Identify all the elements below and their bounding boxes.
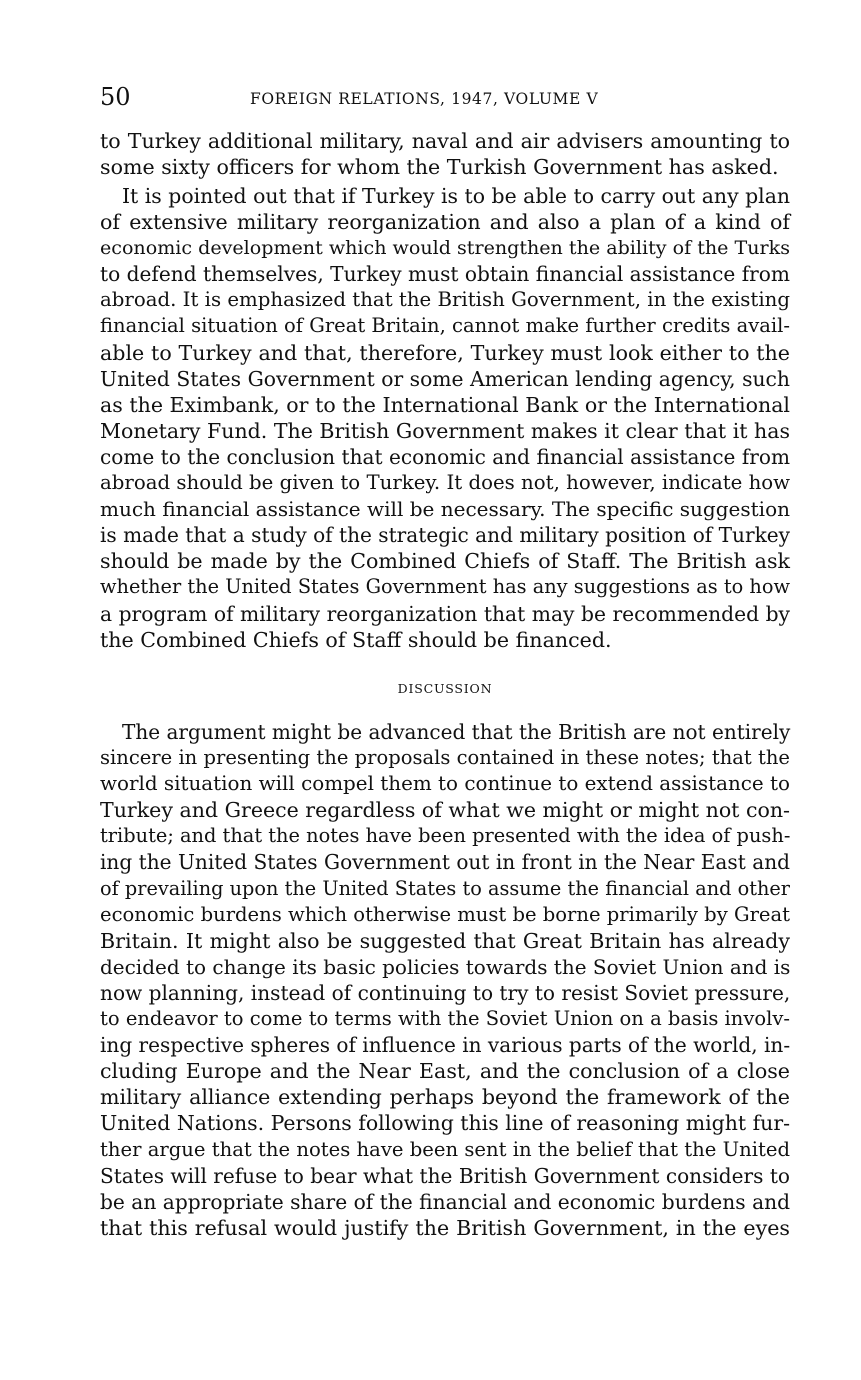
text-line: of prevailing upon the United States to assume the financial and other bbox=[100, 876, 790, 900]
text-line: some sixty officers for whom the Turkish Government has asked. bbox=[100, 155, 779, 180]
text-line: that this refusal would justify the British Government, in the eyes bbox=[100, 1215, 790, 1240]
page-header bbox=[100, 84, 785, 114]
text-line: of extensive military reorganization and also a plan of a kind of bbox=[100, 210, 790, 235]
text-line: Britain. It might also be suggested that Great Britain has already bbox=[100, 928, 790, 953]
text-line: come to the conclusion that economic and financial assistance from bbox=[100, 444, 790, 469]
text-line: sincere in presenting the proposals contained in these notes; that the bbox=[100, 746, 790, 770]
text-line: to endeavor to come to terms with the Soviet Union on a basis involv- bbox=[100, 1007, 790, 1031]
text-line: world situation will compel them to continue to extend assistance to bbox=[100, 772, 790, 796]
text-line: to defend themselves, Turkey must obtain financial assistance from bbox=[100, 262, 790, 287]
text-line: much financial assistance will be necessary. The specific suggestion bbox=[100, 497, 790, 522]
text-line: The argument might be advanced that the British are not entirely bbox=[122, 720, 791, 744]
text-line: United States Government or some American lending agency, such bbox=[100, 366, 790, 391]
paragraph-british-note-summary bbox=[100, 183, 790, 653]
paragraph-continuation bbox=[100, 128, 790, 180]
page-number: 50 bbox=[100, 83, 131, 111]
text-line: Turkey and Greece regardless of what we might or might not con- bbox=[100, 798, 790, 823]
text-line: the Combined Chiefs of Staff should be financed. bbox=[100, 627, 612, 652]
text-line: United Nations. Persons following this line of reasoning might fur- bbox=[100, 1111, 790, 1136]
text-line: States will refuse to bear what the British Government considers to bbox=[100, 1163, 790, 1188]
text-line: now planning, instead of continuing to try to resist Soviet pressure, bbox=[100, 980, 791, 1005]
text-line: a program of military reorganization that may be recommended by bbox=[100, 601, 790, 626]
text-line: decided to change its basic policies towards the Soviet Union and is bbox=[100, 954, 791, 979]
text-line: tribute; and that the notes have been presented with the idea of push- bbox=[100, 824, 791, 848]
text-line: as the Eximbank, or to the International Bank or the International bbox=[100, 392, 790, 417]
text-line: should be made by the Combined Chiefs of Staff. The British ask bbox=[100, 549, 790, 574]
text-line: whether the United States Government has any suggestions as to how bbox=[100, 575, 790, 599]
text-line: It is pointed out that if Turkey is to be able to carry out any plan bbox=[122, 184, 790, 208]
paragraph-discussion bbox=[100, 719, 790, 1241]
text-line: economic burdens which otherwise must be borne primarily by Great bbox=[100, 902, 790, 926]
text-line: cluding Europe and the Near East, and the conclusion of a close bbox=[100, 1059, 790, 1084]
text-line: military alliance extending perhaps beyond the framework of the bbox=[100, 1085, 790, 1110]
text-line: ther argue that the notes have been sent in the belief that the United bbox=[100, 1137, 790, 1161]
text-line: ing the United States Government out in front in the Near East and bbox=[100, 850, 790, 875]
text-line: financial situation of Great Britain, cannot make further credits avail- bbox=[100, 314, 790, 338]
text-line: Monetary Fund. The British Government makes it clear that it has bbox=[100, 418, 790, 443]
text-line: be an appropriate share of the financial and economic burdens and bbox=[100, 1189, 791, 1214]
section-heading: DISCUSSION bbox=[397, 681, 493, 696]
text-line: able to Turkey and that, therefore, Turkey must look either to the bbox=[100, 340, 790, 365]
text-line: ing respective spheres of influence in various parts of the world, in- bbox=[100, 1033, 791, 1058]
text-line: is made that a study of the strategic and military position of Turkey bbox=[100, 523, 790, 548]
text-line: abroad should be given to Turkey. It does not, however, indicate how bbox=[100, 471, 791, 495]
running-head: FOREIGN RELATIONS, 1947, VOLUME V bbox=[250, 90, 599, 108]
text-line: abroad. It is emphasized that the British Government, in the existing bbox=[100, 288, 791, 312]
text-line: economic development which would strengthen the ability of the Turks bbox=[100, 237, 790, 260]
text-line: to Turkey additional military, naval and air advisers amounting to bbox=[100, 129, 790, 153]
